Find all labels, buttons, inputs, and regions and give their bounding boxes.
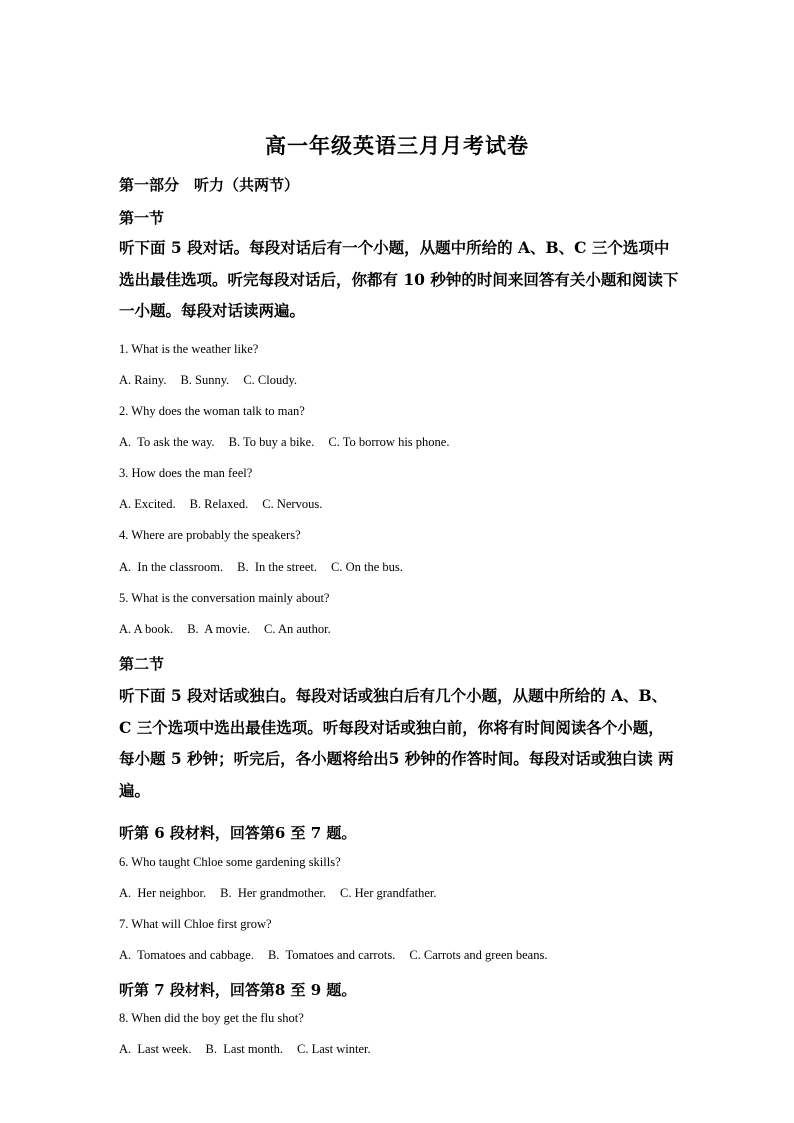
option-c: C. On the bus.	[331, 560, 403, 574]
group6-heading: 听第 6 段材料，回答第6 至 7 题。	[119, 824, 357, 842]
question-1-options	[119, 373, 311, 388]
part1-heading: 第一部分 听力（共两节）	[119, 176, 300, 194]
question-2-options	[119, 435, 463, 450]
section1-instruction: 听下面 5 段对话。每段对话后有一个小题，从题中所给的 A、B、C 三个选项中选出最佳选项。听完每段对话后，你都有 10 秒钟的时间来回答有关小题和阅读下一小题。每段对话读两遍。	[119, 238, 679, 320]
option-a: A. Excited.	[119, 497, 176, 511]
question-3: 3. How does the man feel?	[119, 466, 253, 480]
section1-heading: 第一节	[119, 209, 165, 227]
option-c: C. Last winter.	[296, 1042, 371, 1056]
exam-title: 高一年级英语三月月考试卷	[265, 133, 529, 158]
option-c: C. Cloudy.	[243, 373, 298, 387]
question-7-options	[119, 948, 561, 963]
question-5-options	[119, 622, 345, 637]
option-b: B. A movie.	[187, 622, 251, 636]
option-c: C. Carrots and green beans.	[409, 948, 548, 962]
option-a: A. A book.	[119, 622, 174, 636]
option-c: C. Her grandfather.	[340, 886, 437, 900]
option-c: C. To borrow his phone.	[328, 435, 450, 449]
option-a: A. Her neighbor.	[119, 886, 207, 900]
question-4-options	[119, 560, 417, 575]
option-a: A. Rainy.	[119, 373, 167, 387]
option-a: A. Last week.	[119, 1042, 192, 1056]
option-b: B. Her grandmother.	[220, 886, 327, 900]
option-c: C. Nervous.	[262, 497, 323, 511]
question-8-options	[119, 1042, 385, 1057]
option-a: A. To ask the way.	[119, 435, 215, 449]
group7-heading: 听第 7 段材料，回答第8 至 9 题。	[119, 981, 357, 999]
section2-heading: 第二节	[119, 655, 165, 673]
question-2: 2. Why does the woman talk to man?	[119, 404, 305, 418]
question-5: 5. What is the conversation mainly about?	[119, 591, 330, 605]
question-3-options	[119, 497, 336, 512]
question-4: 4. Where are probably the speakers?	[119, 528, 301, 542]
option-a: A. In the classroom.	[119, 560, 224, 574]
option-b: B. Last month.	[205, 1042, 283, 1056]
question-6-options	[119, 886, 451, 901]
question-7: 7. What will Chloe first grow?	[119, 917, 272, 931]
question-6: 6. Who taught Chloe some gardening skills?	[119, 855, 341, 869]
option-b: B. Relaxed.	[189, 497, 249, 511]
option-a: A. Tomatoes and cabbage.	[119, 948, 254, 962]
option-b: B. In the street.	[237, 560, 317, 574]
option-c: C. An author.	[264, 622, 331, 636]
option-b: B. Sunny.	[180, 373, 230, 387]
option-b: B. To buy a bike.	[228, 435, 315, 449]
option-b: B. Tomatoes and carrots.	[267, 948, 396, 962]
question-1: 1. What is the weather like?	[119, 342, 259, 356]
section2-instruction: 听下面 5 段对话或独白。每段对话或独白后有几个小题，从题中所给的 A、B、C 三个选项中选出最佳选项。听每段对话或独白前，你将有时间阅读各个小题，每小题 5 秒钟；听完后，各小题将给出5 秒钟的作答时间。每段对话或独白读 两遍。	[119, 686, 674, 800]
question-8: 8. When did the boy get the flu shot?	[119, 1011, 304, 1025]
